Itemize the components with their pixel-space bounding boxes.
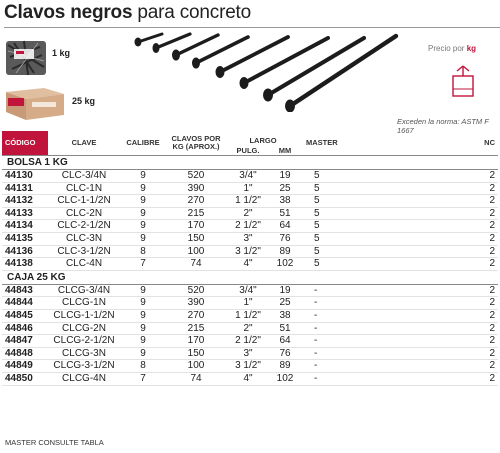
- header-clavos-line2: KG (APROX.): [172, 142, 220, 151]
- cell-clave: CLCG-1N: [48, 297, 120, 310]
- section-title: CAJA 25 KG: [2, 270, 498, 284]
- cell-clave: CLC-3/4N: [48, 170, 120, 183]
- nails-image: [128, 28, 400, 112]
- cell-calibre: 9: [120, 195, 166, 208]
- bag-weight-label: 1 kg: [52, 48, 71, 58]
- cell-codigo: 44844: [2, 297, 48, 310]
- cell-calibre: 7: [120, 258, 166, 271]
- table-row: [2, 258, 498, 271]
- cell-largo-pulg: 3 1/2": [226, 245, 270, 258]
- cell-largo-mm: 102: [270, 258, 300, 271]
- cell-largo-pulg: 2 1/2": [226, 335, 270, 348]
- cell-largo-mm: 64: [270, 335, 300, 348]
- page-title: [4, 2, 251, 24]
- cell-codigo: 44846: [2, 322, 48, 335]
- cell-codigo: 44130: [2, 170, 48, 183]
- cell-largo-mm: 89: [270, 360, 300, 373]
- cell-clave: CLCG-3/4N: [48, 284, 120, 297]
- cell-nc: 2: [364, 284, 498, 297]
- cell-codigo: 44132: [2, 195, 48, 208]
- price-note-unit: kg: [466, 44, 477, 53]
- cell-calibre: 9: [120, 207, 166, 220]
- cell-nc: 2: [364, 309, 498, 322]
- table-row: [2, 170, 498, 183]
- cell-largo-pulg: 2": [226, 207, 270, 220]
- cell-largo-pulg: 1": [226, 182, 270, 195]
- cell-nc: 2: [364, 322, 498, 335]
- cell-codigo: 44138: [2, 258, 48, 271]
- cell-nc: 2: [364, 232, 498, 245]
- cell-codigo: 44849: [2, 360, 48, 373]
- cell-calibre: 9: [120, 220, 166, 233]
- cell-master: 5: [300, 182, 364, 195]
- cell-master: -: [300, 297, 364, 310]
- cell-master: -: [300, 372, 364, 385]
- cell-clavos-por-kg: 100: [166, 360, 226, 373]
- cell-calibre: 9: [120, 347, 166, 360]
- cell-clave: CLCG-3N: [48, 347, 120, 360]
- product-table: [2, 131, 498, 386]
- cell-largo-mm: 38: [270, 195, 300, 208]
- bag-of-nails-image: [4, 37, 48, 77]
- cell-clave: CLC-2N: [48, 207, 120, 220]
- cell-largo-mm: 89: [270, 245, 300, 258]
- cell-nc: 2: [364, 220, 498, 233]
- cell-clave: CLCG-1-1/2N: [48, 309, 120, 322]
- cell-largo-pulg: 4": [226, 258, 270, 271]
- cell-clavos-por-kg: 100: [166, 245, 226, 258]
- cell-nc: 2: [364, 335, 498, 348]
- cell-nc: 2: [364, 360, 498, 373]
- cell-clavos-por-kg: 150: [166, 347, 226, 360]
- cell-codigo: 44134: [2, 220, 48, 233]
- table-row: [2, 284, 498, 297]
- section-header-row: [2, 270, 498, 284]
- section-header-row: [2, 156, 498, 170]
- cell-nc: 2: [364, 372, 498, 385]
- table-row: [2, 220, 498, 233]
- cell-clave: CLCG-4N: [48, 372, 120, 385]
- cell-largo-pulg: 3": [226, 347, 270, 360]
- cell-clave: CLCG-2-1/2N: [48, 335, 120, 348]
- cell-largo-pulg: 1 1/2": [226, 309, 270, 322]
- cell-largo-mm: 51: [270, 322, 300, 335]
- cell-codigo: 44136: [2, 245, 48, 258]
- cell-largo-mm: 19: [270, 170, 300, 183]
- cell-clavos-por-kg: 215: [166, 322, 226, 335]
- table-row: [2, 309, 498, 322]
- cell-master: 5: [300, 258, 364, 271]
- cell-master: 5: [300, 220, 364, 233]
- cell-clave: CLC-1-1/2N: [48, 195, 120, 208]
- cell-clave: CLC-3N: [48, 232, 120, 245]
- cell-largo-pulg: 1 1/2": [226, 195, 270, 208]
- cell-master: 5: [300, 207, 364, 220]
- cell-master: -: [300, 309, 364, 322]
- cell-largo-pulg: 4": [226, 372, 270, 385]
- cell-clavos-por-kg: 390: [166, 297, 226, 310]
- title-part1: Clavos: [4, 2, 71, 23]
- footer-note: MASTER CONSULTE TABLA: [5, 438, 104, 447]
- price-note-text: Precio por: [428, 44, 467, 53]
- standard-note: Exceden la norma: ASTM F 1667: [397, 117, 489, 135]
- header-clavos: [166, 131, 226, 156]
- cell-largo-pulg: 3": [226, 232, 270, 245]
- cell-largo-pulg: 3/4": [226, 284, 270, 297]
- cell-largo-mm: 19: [270, 284, 300, 297]
- cell-nc: 2: [364, 245, 498, 258]
- table-row: [2, 207, 498, 220]
- box-weight-label: 25 kg: [72, 96, 96, 106]
- cell-clavos-por-kg: 270: [166, 195, 226, 208]
- cell-master: 5: [300, 195, 364, 208]
- table-row: [2, 182, 498, 195]
- header-mm: MM: [278, 146, 292, 155]
- table-row: [2, 360, 498, 373]
- cell-largo-pulg: 2 1/2": [226, 220, 270, 233]
- cell-clave: CLC-4N: [48, 258, 120, 271]
- cell-clavos-por-kg: 74: [166, 258, 226, 271]
- cell-nc: 2: [364, 258, 498, 271]
- cell-calibre: 9: [120, 297, 166, 310]
- cell-clave: CLC-2-1/2N: [48, 220, 120, 233]
- cell-nc: 2: [364, 195, 498, 208]
- cell-calibre: 9: [120, 284, 166, 297]
- cell-largo-pulg: 3/4": [226, 170, 270, 183]
- cell-clave: CLC-3-1/2N: [48, 245, 120, 258]
- cell-largo-mm: 64: [270, 220, 300, 233]
- cell-clavos-por-kg: 215: [166, 207, 226, 220]
- cell-largo-mm: 102: [270, 372, 300, 385]
- cell-largo-pulg: 2": [226, 322, 270, 335]
- table-row: [2, 335, 498, 348]
- cell-master: -: [300, 360, 364, 373]
- cell-master: -: [300, 335, 364, 348]
- table-row: [2, 372, 498, 385]
- scale-icon: [450, 64, 476, 98]
- cell-largo-pulg: 1": [226, 297, 270, 310]
- cell-calibre: 8: [120, 360, 166, 373]
- cell-calibre: 9: [120, 182, 166, 195]
- cell-clavos-por-kg: 520: [166, 170, 226, 183]
- header-clave: CLAVE: [71, 138, 97, 147]
- cell-largo-pulg: 3 1/2": [226, 360, 270, 373]
- cell-clavos-por-kg: 74: [166, 372, 226, 385]
- cell-largo-mm: 76: [270, 232, 300, 245]
- cell-largo-mm: 25: [270, 182, 300, 195]
- cell-master: -: [300, 322, 364, 335]
- cell-calibre: 9: [120, 335, 166, 348]
- title-part2: negros: [70, 2, 133, 23]
- section-title: BOLSA 1 KG: [2, 156, 498, 170]
- header-codigo: CÓDIGO: [2, 131, 48, 156]
- title-part3: para concreto: [132, 2, 252, 23]
- cell-nc: 2: [364, 182, 498, 195]
- cell-codigo: 44847: [2, 335, 48, 348]
- table-body: [2, 156, 498, 386]
- cell-calibre: 8: [120, 245, 166, 258]
- cell-clavos-por-kg: 390: [166, 182, 226, 195]
- cell-master: -: [300, 284, 364, 297]
- cell-clavos-por-kg: 150: [166, 232, 226, 245]
- header-clavos-line1: CLAVOS POR: [171, 134, 221, 143]
- cell-largo-mm: 51: [270, 207, 300, 220]
- cell-codigo: 44843: [2, 284, 48, 297]
- box-of-nails-image: [4, 82, 66, 122]
- table-row: [2, 195, 498, 208]
- table-row: [2, 245, 498, 258]
- cell-nc: 2: [364, 170, 498, 183]
- cell-calibre: 9: [120, 322, 166, 335]
- header-master: MASTER: [306, 138, 338, 147]
- cell-nc: 2: [364, 297, 498, 310]
- cell-largo-mm: 38: [270, 309, 300, 322]
- cell-master: -: [300, 347, 364, 360]
- cell-largo-mm: 25: [270, 297, 300, 310]
- cell-codigo: 44850: [2, 372, 48, 385]
- cell-calibre: 9: [120, 232, 166, 245]
- cell-codigo: 44845: [2, 309, 48, 322]
- header-calibre: CALIBRE: [126, 138, 160, 147]
- header-pulg: PULG.: [236, 146, 260, 155]
- cell-clave: CLC-1N: [48, 182, 120, 195]
- header-nc: NC: [484, 138, 495, 147]
- cell-largo-mm: 76: [270, 347, 300, 360]
- price-per-kg-note: [428, 44, 476, 53]
- cell-calibre: 9: [120, 309, 166, 322]
- cell-nc: 2: [364, 207, 498, 220]
- cell-clavos-por-kg: 520: [166, 284, 226, 297]
- cell-codigo: 44133: [2, 207, 48, 220]
- cell-calibre: 9: [120, 170, 166, 183]
- cell-master: 5: [300, 232, 364, 245]
- cell-nc: 2: [364, 347, 498, 360]
- table-row: [2, 297, 498, 310]
- cell-codigo: 44131: [2, 182, 48, 195]
- cell-clavos-por-kg: 170: [166, 220, 226, 233]
- cell-calibre: 7: [120, 372, 166, 385]
- table-row: [2, 322, 498, 335]
- table-row: [2, 347, 498, 360]
- table-row: [2, 232, 498, 245]
- header-largo: LARGO: [249, 136, 277, 145]
- cell-clave: CLCG-3-1/2N: [48, 360, 120, 373]
- cell-codigo: 44135: [2, 232, 48, 245]
- cell-clavos-por-kg: 270: [166, 309, 226, 322]
- cell-codigo: 44848: [2, 347, 48, 360]
- cell-clavos-por-kg: 170: [166, 335, 226, 348]
- cell-master: 5: [300, 245, 364, 258]
- cell-clave: CLCG-2N: [48, 322, 120, 335]
- cell-master: 5: [300, 170, 364, 183]
